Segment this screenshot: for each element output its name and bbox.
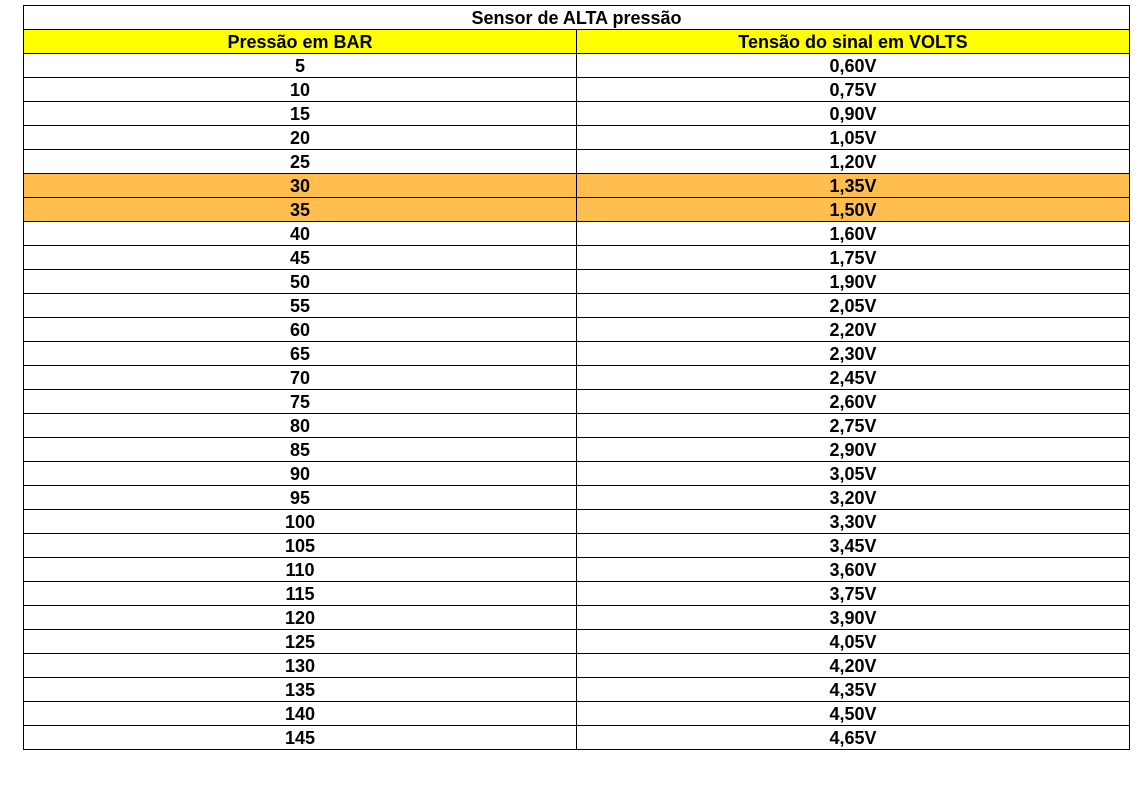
table-row xyxy=(24,462,1130,486)
table-row xyxy=(24,78,1130,102)
table-row xyxy=(24,54,1130,78)
voltage-cell: 3,05V xyxy=(577,462,1130,486)
pressure-cell: 20 xyxy=(24,126,577,150)
pressure-cell: 15 xyxy=(24,102,577,126)
pressure-cell: 80 xyxy=(24,414,577,438)
voltage-cell: 2,60V xyxy=(577,390,1130,414)
table-row xyxy=(24,102,1130,126)
pressure-cell: 50 xyxy=(24,270,577,294)
sensor-table xyxy=(23,5,1130,750)
pressure-cell: 130 xyxy=(24,654,577,678)
voltage-cell: 3,20V xyxy=(577,486,1130,510)
voltage-cell: 4,05V xyxy=(577,630,1130,654)
table-row xyxy=(24,438,1130,462)
table-title: Sensor de ALTA pressão xyxy=(24,6,1130,30)
table-row xyxy=(24,702,1130,726)
table-row xyxy=(24,342,1130,366)
pressure-cell: 135 xyxy=(24,678,577,702)
voltage-cell: 1,35V xyxy=(577,174,1130,198)
pressure-cell: 120 xyxy=(24,606,577,630)
voltage-cell: 3,30V xyxy=(577,510,1130,534)
table-row xyxy=(24,630,1130,654)
table-body xyxy=(24,54,1130,750)
table-row xyxy=(24,486,1130,510)
voltage-cell: 1,60V xyxy=(577,222,1130,246)
table-row xyxy=(24,126,1130,150)
voltage-cell: 1,20V xyxy=(577,150,1130,174)
table-row xyxy=(24,174,1130,198)
voltage-cell: 4,35V xyxy=(577,678,1130,702)
table-row xyxy=(24,726,1130,750)
pressure-cell: 65 xyxy=(24,342,577,366)
table-row xyxy=(24,558,1130,582)
table-row xyxy=(24,150,1130,174)
voltage-cell: 0,75V xyxy=(577,78,1130,102)
table-row xyxy=(24,414,1130,438)
voltage-cell: 4,65V xyxy=(577,726,1130,750)
table-row xyxy=(24,198,1130,222)
voltage-cell: 2,05V xyxy=(577,294,1130,318)
header-row xyxy=(24,30,1130,54)
table-row xyxy=(24,222,1130,246)
pressure-cell: 105 xyxy=(24,534,577,558)
table-row xyxy=(24,318,1130,342)
pressure-cell: 55 xyxy=(24,294,577,318)
table-row xyxy=(24,294,1130,318)
voltage-cell: 2,20V xyxy=(577,318,1130,342)
table-row xyxy=(24,366,1130,390)
pressure-cell: 75 xyxy=(24,390,577,414)
pressure-cell: 90 xyxy=(24,462,577,486)
pressure-cell: 30 xyxy=(24,174,577,198)
voltage-cell: 4,50V xyxy=(577,702,1130,726)
table-row xyxy=(24,270,1130,294)
pressure-cell: 115 xyxy=(24,582,577,606)
voltage-cell: 0,90V xyxy=(577,102,1130,126)
pressure-cell: 145 xyxy=(24,726,577,750)
table-row xyxy=(24,390,1130,414)
voltage-cell: 3,60V xyxy=(577,558,1130,582)
pressure-cell: 85 xyxy=(24,438,577,462)
voltage-cell: 1,90V xyxy=(577,270,1130,294)
table-row xyxy=(24,510,1130,534)
pressure-cell: 70 xyxy=(24,366,577,390)
voltage-cell: 3,75V xyxy=(577,582,1130,606)
column-header-pressure: Pressão em BAR xyxy=(24,30,577,54)
pressure-cell: 110 xyxy=(24,558,577,582)
pressure-cell: 10 xyxy=(24,78,577,102)
pressure-cell: 40 xyxy=(24,222,577,246)
voltage-cell: 3,45V xyxy=(577,534,1130,558)
pressure-cell: 125 xyxy=(24,630,577,654)
pressure-cell: 95 xyxy=(24,486,577,510)
pressure-cell: 140 xyxy=(24,702,577,726)
table-row xyxy=(24,534,1130,558)
voltage-cell: 2,45V xyxy=(577,366,1130,390)
table-row xyxy=(24,678,1130,702)
pressure-cell: 45 xyxy=(24,246,577,270)
voltage-cell: 1,50V xyxy=(577,198,1130,222)
column-header-voltage: Tensão do sinal em VOLTS xyxy=(577,30,1130,54)
table-row xyxy=(24,246,1130,270)
pressure-cell: 5 xyxy=(24,54,577,78)
voltage-cell: 4,20V xyxy=(577,654,1130,678)
table-row xyxy=(24,654,1130,678)
pressure-cell: 100 xyxy=(24,510,577,534)
table-row xyxy=(24,582,1130,606)
voltage-cell: 0,60V xyxy=(577,54,1130,78)
voltage-cell: 2,30V xyxy=(577,342,1130,366)
pressure-cell: 60 xyxy=(24,318,577,342)
table-row xyxy=(24,606,1130,630)
voltage-cell: 3,90V xyxy=(577,606,1130,630)
voltage-cell: 1,05V xyxy=(577,126,1130,150)
pressure-cell: 25 xyxy=(24,150,577,174)
voltage-cell: 1,75V xyxy=(577,246,1130,270)
voltage-cell: 2,75V xyxy=(577,414,1130,438)
voltage-cell: 2,90V xyxy=(577,438,1130,462)
pressure-cell: 35 xyxy=(24,198,577,222)
